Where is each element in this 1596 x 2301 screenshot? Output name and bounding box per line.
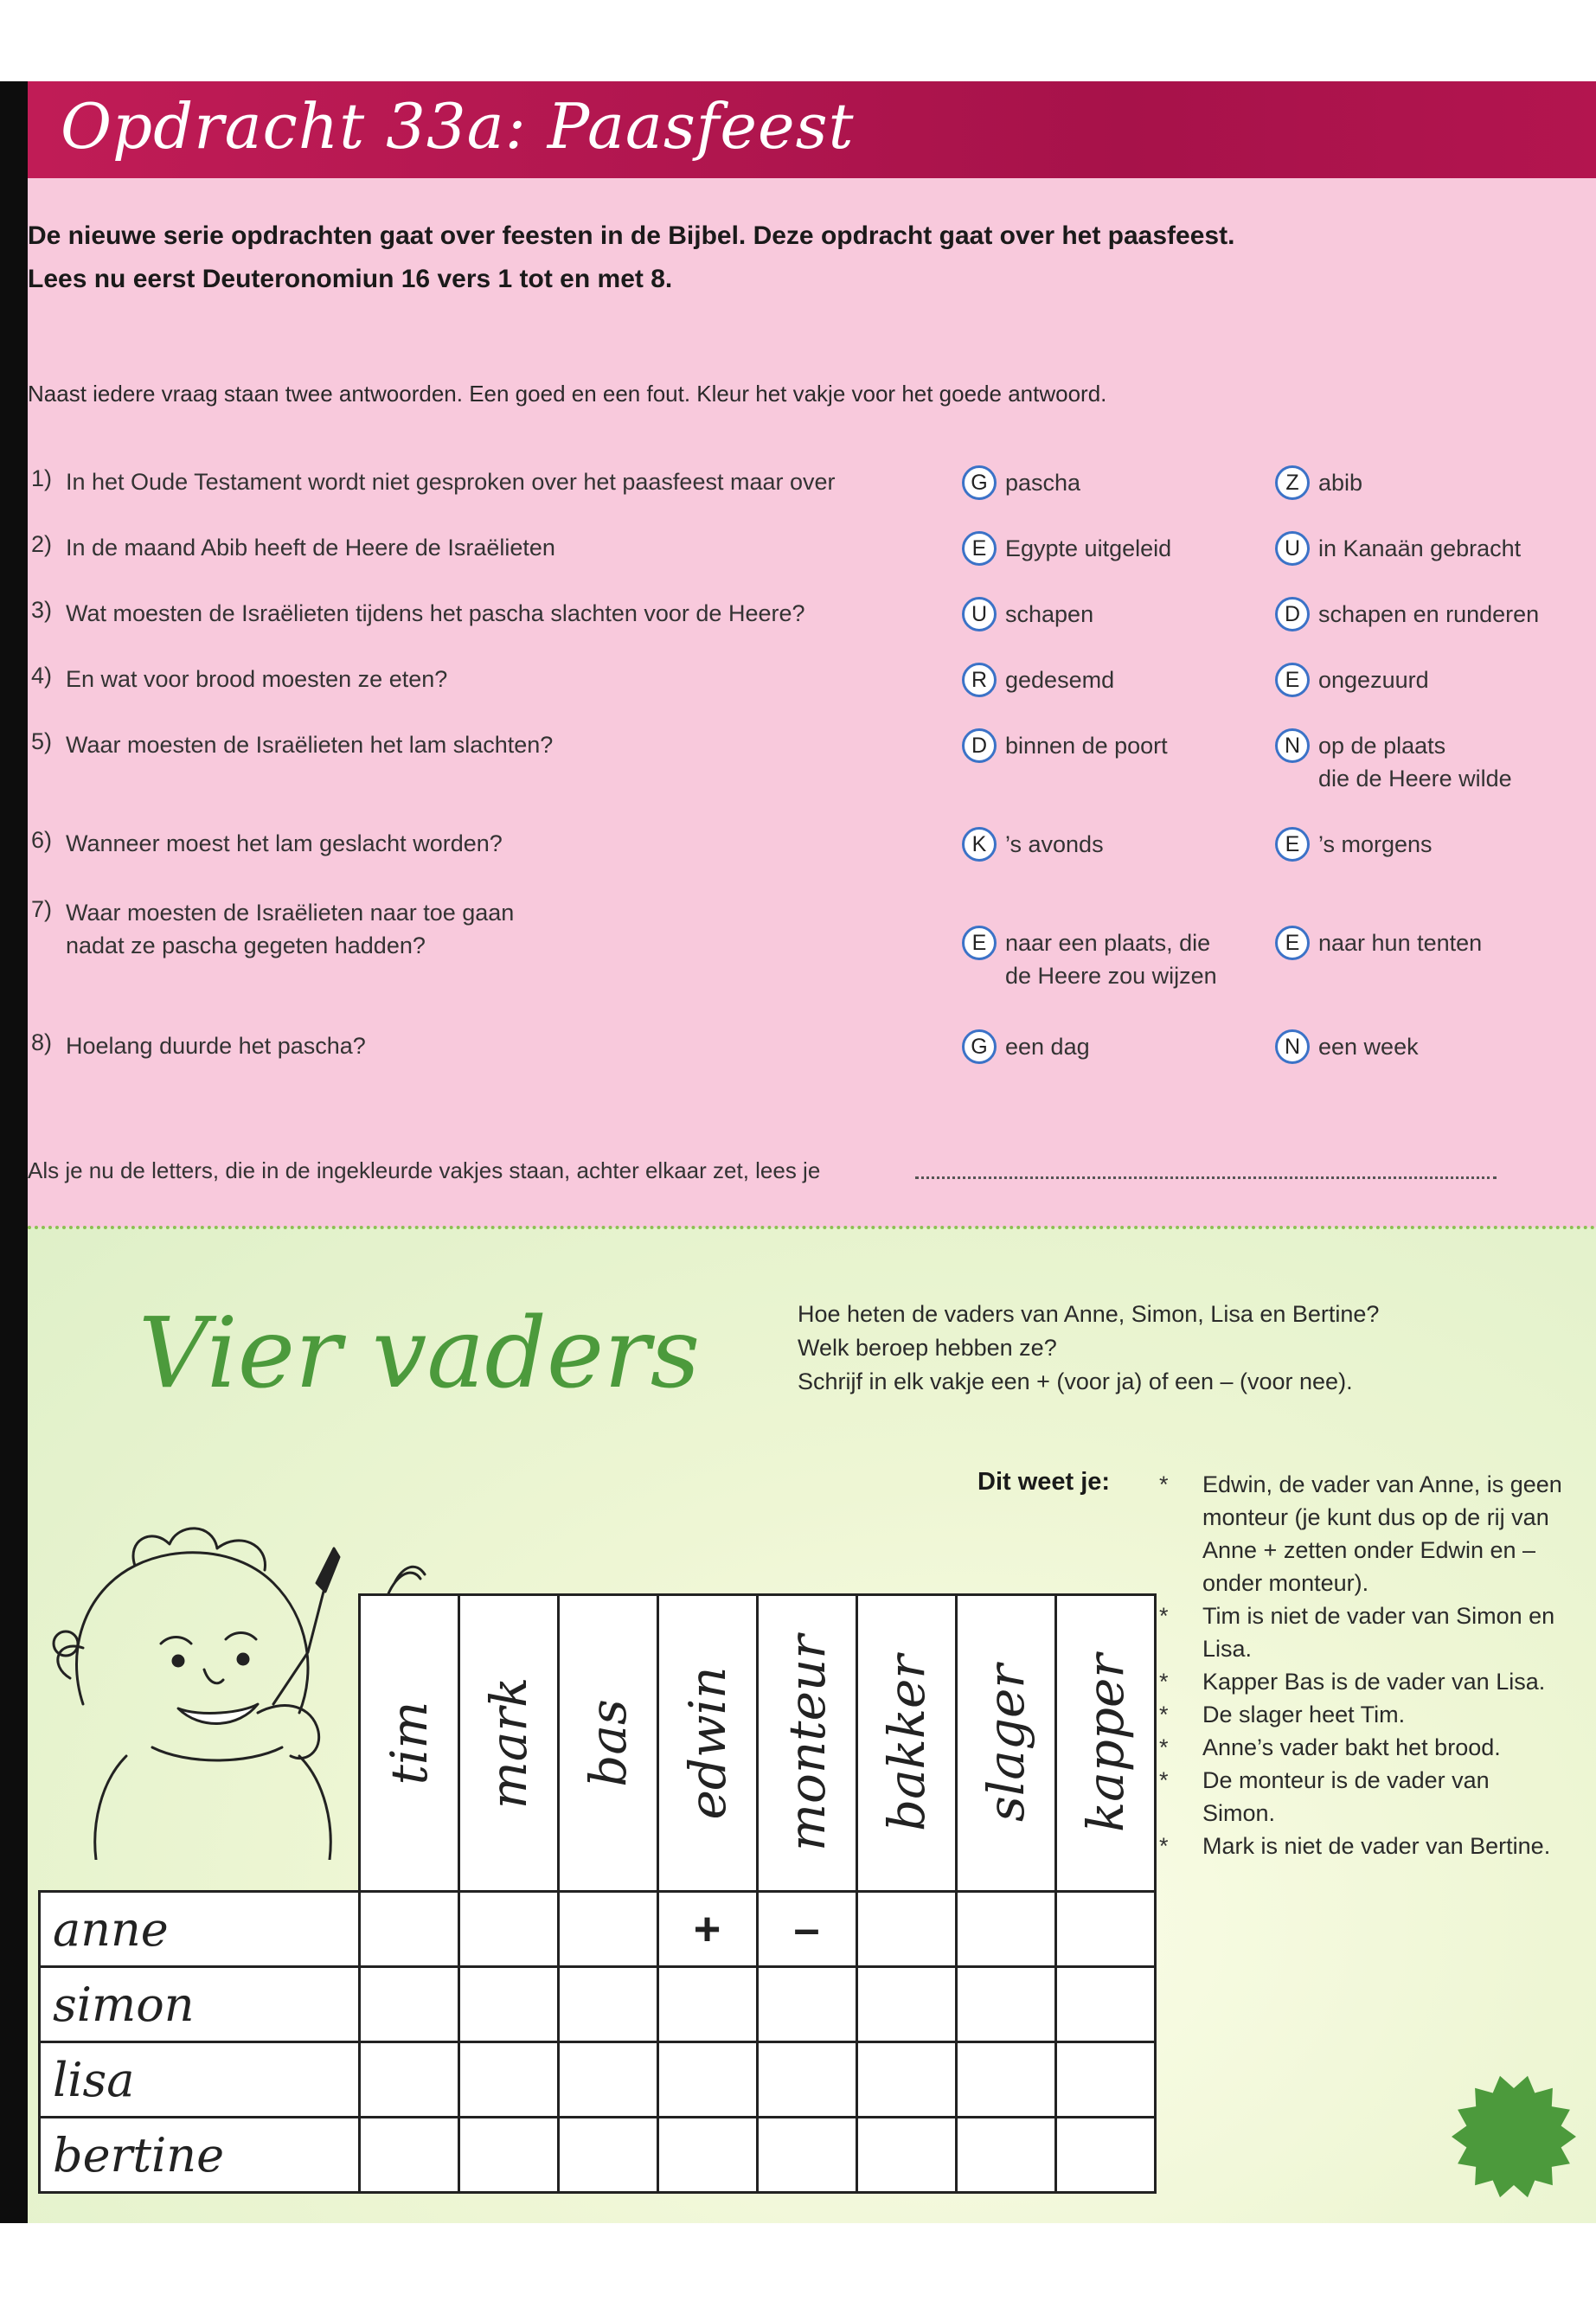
grid-cell[interactable] bbox=[657, 2042, 757, 2118]
answer-letter-box[interactable]: E bbox=[1275, 663, 1310, 697]
answer-label bbox=[1005, 926, 1217, 992]
answer-letter-box[interactable]: K bbox=[962, 827, 997, 862]
answer-letter-box[interactable]: G bbox=[962, 465, 997, 500]
grid-cell[interactable] bbox=[458, 2118, 558, 2193]
page-title: Opdracht 33a: Paasfeest bbox=[61, 90, 855, 163]
question-number: 2) bbox=[31, 531, 53, 557]
grid-cell[interactable] bbox=[956, 1967, 1055, 2042]
answer-label bbox=[1318, 466, 1362, 499]
intro-line-1: De nieuwe serie opdrachten gaat over feesten in de Bijbel. Deze opdracht gaat over het paasfeest. bbox=[28, 221, 1235, 250]
answer-label-line: ongezuurd bbox=[1318, 667, 1429, 693]
grid-cell[interactable] bbox=[757, 2118, 856, 2193]
question-number: 1) bbox=[31, 465, 53, 491]
answer-label bbox=[1318, 828, 1433, 861]
answer-letter-box[interactable]: D bbox=[962, 728, 997, 763]
answer-label-line: naar hun tenten bbox=[1318, 930, 1483, 956]
grid-column-label: slager bbox=[976, 1663, 1035, 1823]
puzzle-title: Vier vaders bbox=[138, 1298, 701, 1410]
answer-label-line: binnen de poort bbox=[1005, 733, 1168, 759]
grid-row-label: bertine bbox=[40, 2118, 360, 2193]
grid-cell[interactable] bbox=[558, 1967, 657, 2042]
answer-label-line: de Heere zou wijzen bbox=[1005, 963, 1217, 989]
grid-row bbox=[40, 2118, 1156, 2193]
answer-letter-box[interactable]: E bbox=[1275, 827, 1310, 862]
answer-label-line: Egypte uitgeleid bbox=[1005, 535, 1172, 561]
grid-row bbox=[40, 1892, 1156, 1967]
question-line: Hoelang duurde het pascha? bbox=[66, 1033, 366, 1059]
grid-cell[interactable] bbox=[359, 2042, 458, 2118]
grid-column-header bbox=[657, 1595, 757, 1892]
answer-label-line: naar een plaats, die bbox=[1005, 930, 1211, 956]
grid-cell[interactable] bbox=[657, 1967, 757, 2042]
answer-letter-box[interactable]: U bbox=[962, 597, 997, 631]
answer-label bbox=[1318, 926, 1482, 959]
question-line: En wat voor brood moesten ze eten? bbox=[66, 666, 448, 692]
question-text bbox=[66, 728, 553, 761]
clue-item bbox=[1159, 1698, 1566, 1731]
question-text bbox=[66, 827, 503, 860]
clue-text: Kapper Bas is de vader van Lisa. bbox=[1202, 1669, 1546, 1695]
answer-label-line: in Kanaän gebracht bbox=[1318, 535, 1522, 561]
grid-cell[interactable] bbox=[359, 2118, 458, 2193]
puzzle-question-line-2: Welk beroep hebben ze? bbox=[798, 1335, 1057, 1361]
grid-cell[interactable] bbox=[757, 1967, 856, 2042]
clue-item bbox=[1159, 1665, 1566, 1698]
grid-cell[interactable] bbox=[956, 2118, 1055, 2193]
clue-item bbox=[1159, 1764, 1566, 1830]
question-line: Wat moesten de Israëlieten tijdens het pascha slachten voor de Heere? bbox=[66, 600, 805, 626]
question-number: 8) bbox=[31, 1029, 53, 1055]
question-number: 4) bbox=[31, 663, 53, 689]
grid-column-header bbox=[458, 1595, 558, 1892]
grid-row-label: lisa bbox=[40, 2042, 360, 2118]
answer-label bbox=[1005, 1030, 1090, 1063]
clue-text: Edwin, de vader van Anne, is geen monteur (je kunt dus op de rij van Anne + zetten onder Edwin en – onder monteur). bbox=[1202, 1471, 1562, 1596]
grid-cell[interactable] bbox=[558, 2118, 657, 2193]
grid-cell[interactable] bbox=[558, 1892, 657, 1967]
grid-cell[interactable] bbox=[359, 1892, 458, 1967]
answer-label-line: op de plaats bbox=[1318, 733, 1446, 759]
question-line: In het Oude Testament wordt niet gesproken over het paasfeest maar over bbox=[66, 469, 836, 495]
clue-text: Mark is niet de vader van Bertine. bbox=[1202, 1833, 1551, 1859]
question-line: Waar moesten de Israëlieten het lam slachten? bbox=[66, 732, 554, 758]
clue-item bbox=[1159, 1731, 1566, 1764]
question-text bbox=[66, 896, 514, 962]
section-divider bbox=[28, 1226, 1596, 1229]
answer-label bbox=[1005, 729, 1168, 762]
answer-letter-box[interactable]: N bbox=[1275, 1029, 1310, 1064]
grid-column-header bbox=[757, 1595, 856, 1892]
grid-cell[interactable] bbox=[956, 2042, 1055, 2118]
question-number: 3) bbox=[31, 597, 53, 623]
question-number: 7) bbox=[31, 896, 53, 922]
answer-label-line: ’s avonds bbox=[1005, 831, 1104, 857]
grid-cell[interactable] bbox=[757, 2042, 856, 2118]
answer-letter-box[interactable]: E bbox=[1275, 926, 1310, 960]
answer-label-line: pascha bbox=[1005, 470, 1081, 496]
puzzle-question bbox=[798, 1298, 1379, 1399]
grid-column-label: mark bbox=[478, 1676, 538, 1810]
clue-item bbox=[1159, 1599, 1566, 1665]
question-number: 5) bbox=[31, 728, 53, 754]
grid-cell[interactable]: + bbox=[657, 1892, 757, 1967]
grid-column-header bbox=[558, 1595, 657, 1892]
grid-cell[interactable] bbox=[1055, 1967, 1155, 2042]
clue-text: De slager heet Tim. bbox=[1202, 1702, 1406, 1727]
grid-row bbox=[40, 1967, 1156, 2042]
grid-row-label: simon bbox=[40, 1967, 360, 2042]
answer-label-line: schapen bbox=[1005, 601, 1094, 627]
puzzle-question-line-3: Schrijf in elk vakje een + (voor ja) of een – (voor nee). bbox=[798, 1368, 1353, 1394]
clue-text: De monteur is de vader van Simon. bbox=[1202, 1767, 1490, 1826]
answer-label bbox=[1318, 729, 1512, 795]
answer-label bbox=[1318, 598, 1539, 631]
question-text bbox=[66, 531, 555, 564]
grid-cell[interactable] bbox=[558, 2042, 657, 2118]
grid-column-label: kapper bbox=[1075, 1653, 1135, 1833]
answer-label-line: die de Heere wilde bbox=[1318, 766, 1512, 792]
clue-text: Anne’s vader bakt het brood. bbox=[1202, 1734, 1501, 1760]
question-text bbox=[66, 597, 805, 630]
answer-label bbox=[1005, 828, 1104, 861]
grid-cell[interactable] bbox=[856, 2118, 956, 2193]
grid-column-header bbox=[359, 1595, 458, 1892]
grid-cell[interactable] bbox=[1055, 1892, 1155, 1967]
grid-cell[interactable] bbox=[458, 2042, 558, 2118]
bullet-icon: * bbox=[1159, 1669, 1169, 1695]
answer-letter-box[interactable]: R bbox=[962, 663, 997, 697]
clue-item bbox=[1159, 1830, 1566, 1862]
grid-cell[interactable] bbox=[956, 1892, 1055, 1967]
question-text bbox=[66, 663, 447, 695]
grid-cell[interactable] bbox=[856, 1892, 956, 1967]
question-text bbox=[66, 465, 836, 498]
answer-label bbox=[1318, 1030, 1419, 1063]
grid-row-label: anne bbox=[40, 1892, 360, 1967]
grid-cell[interactable]: – bbox=[757, 1892, 856, 1967]
intro-line-2: Lees nu eerst Deuteronomiun 16 vers 1 tot en met 8. bbox=[28, 265, 673, 293]
page-edge-shadow bbox=[0, 81, 28, 2223]
final-answer-prompt: Als je nu de letters, die in de ingekleurde vakjes staan, achter elkaar zet, lees je bbox=[28, 1157, 821, 1183]
grid-header-row bbox=[40, 1595, 1156, 1892]
grid-column-label: tim bbox=[379, 1701, 439, 1785]
bullet-icon: * bbox=[1159, 1702, 1169, 1727]
grid-body bbox=[40, 1892, 1156, 2193]
clue-text: Tim is niet de vader van Simon en Lisa. bbox=[1202, 1603, 1555, 1662]
answer-label bbox=[1318, 532, 1521, 565]
answer-label-line: schapen en runderen bbox=[1318, 601, 1540, 627]
answer-letter-box[interactable]: D bbox=[1275, 597, 1310, 631]
grid-cell[interactable] bbox=[1055, 2042, 1155, 2118]
answer-line[interactable] bbox=[915, 1176, 1497, 1179]
grid-column-label: monteur bbox=[777, 1635, 836, 1851]
grid-column-header bbox=[956, 1595, 1055, 1892]
question-line: nadat ze pascha gegeten hadden? bbox=[66, 933, 426, 958]
grid-column-label: bas bbox=[578, 1699, 638, 1787]
question-text bbox=[66, 1029, 366, 1062]
question-number: 6) bbox=[31, 827, 53, 853]
answer-letter-box[interactable]: U bbox=[1275, 531, 1310, 566]
answer-label bbox=[1318, 663, 1429, 696]
grid-column-label: bakker bbox=[876, 1654, 936, 1832]
grid-cell[interactable] bbox=[856, 2042, 956, 2118]
grid-row bbox=[40, 2042, 1156, 2118]
answer-letter-box[interactable]: E bbox=[962, 926, 997, 960]
answer-label bbox=[1005, 466, 1080, 499]
answer-letter-box[interactable]: Z bbox=[1275, 465, 1310, 500]
grid-column-label: edwin bbox=[677, 1666, 737, 1820]
grid-cell[interactable] bbox=[458, 1967, 558, 2042]
question-line: Waar moesten de Israëlieten naar toe gaan bbox=[66, 900, 515, 926]
header-bar bbox=[28, 81, 1596, 178]
answer-letter-box[interactable]: N bbox=[1275, 728, 1310, 763]
intro-text bbox=[28, 215, 1234, 301]
answer-letter-box[interactable]: E bbox=[962, 531, 997, 566]
bullet-icon: * bbox=[1159, 1471, 1169, 1497]
bullet-icon: * bbox=[1159, 1734, 1169, 1760]
answer-label-line: gedesemd bbox=[1005, 667, 1115, 693]
grid-cell[interactable] bbox=[1055, 2118, 1155, 2193]
clues-heading: Dit weet je: bbox=[977, 1468, 1111, 1496]
clue-list bbox=[1159, 1468, 1566, 1862]
answer-label-line: abib bbox=[1318, 470, 1363, 496]
question-line: In de maand Abib heeft de Heere de Israëlieten bbox=[66, 535, 555, 561]
instruction-text: Naast iedere vraag staan twee antwoorden. Een goed en een fout. Kleur het vakje voor het goede antwoord. bbox=[28, 381, 1107, 407]
answer-label bbox=[1005, 532, 1171, 565]
grid-column-header bbox=[1055, 1595, 1155, 1892]
grid-column-header bbox=[856, 1595, 956, 1892]
starburst-icon bbox=[1449, 2072, 1579, 2202]
answer-letter-box[interactable]: G bbox=[962, 1029, 997, 1064]
answer-label-line: ’s morgens bbox=[1318, 831, 1433, 857]
logic-grid bbox=[38, 1593, 1157, 2194]
grid-cell[interactable] bbox=[657, 2118, 757, 2193]
puzzle-question-line-1: Hoe heten de vaders van Anne, Simon, Lisa en Bertine? bbox=[798, 1301, 1380, 1327]
clue-item bbox=[1159, 1468, 1566, 1599]
answer-label bbox=[1005, 598, 1093, 631]
bullet-icon: * bbox=[1159, 1833, 1169, 1859]
grid-corner bbox=[40, 1595, 360, 1892]
grid-cell[interactable] bbox=[359, 1967, 458, 2042]
answer-label bbox=[1005, 663, 1114, 696]
answer-label-line: een dag bbox=[1005, 1034, 1090, 1060]
question-line: Wanneer moest het lam geslacht worden? bbox=[66, 830, 503, 856]
grid-cell[interactable] bbox=[458, 1892, 558, 1967]
bullet-icon: * bbox=[1159, 1767, 1169, 1793]
bullet-icon: * bbox=[1159, 1603, 1169, 1629]
grid-cell[interactable] bbox=[856, 1967, 956, 2042]
answer-label-line: een week bbox=[1318, 1034, 1419, 1060]
